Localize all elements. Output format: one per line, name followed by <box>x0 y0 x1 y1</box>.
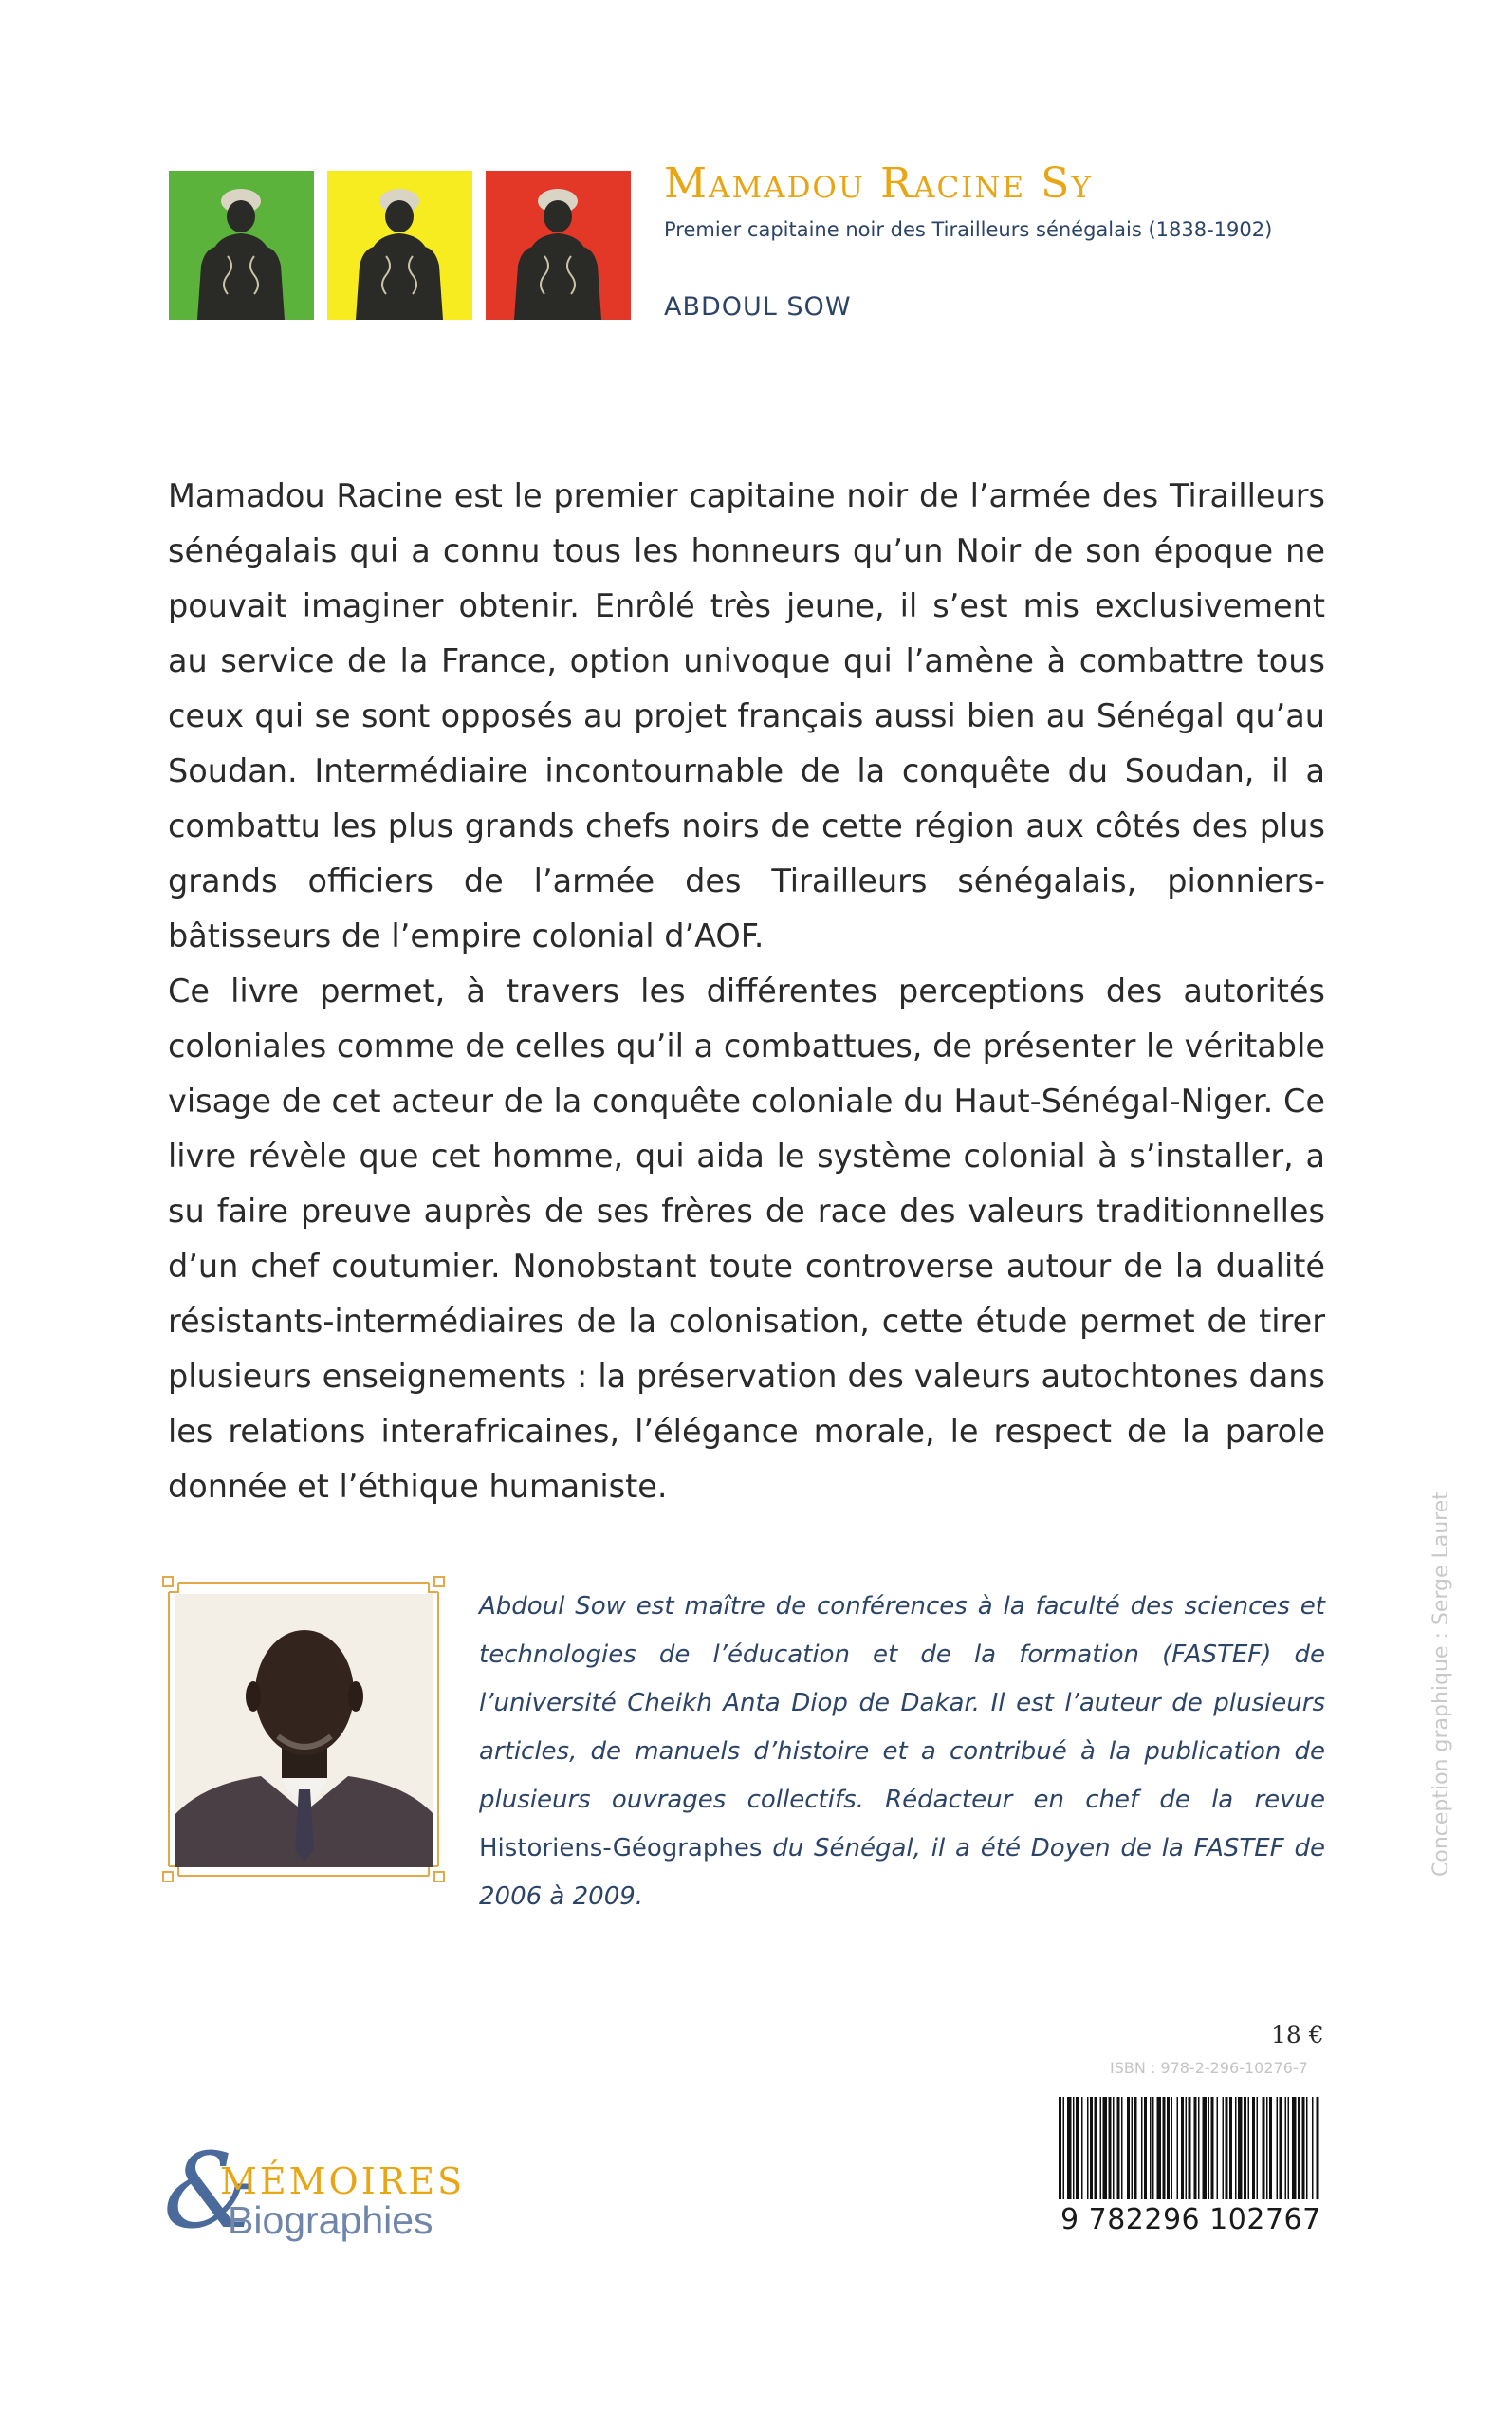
barcode-bar <box>1288 2097 1290 2199</box>
blurb-paragraph: Ce livre permet, à travers les différentes perceptions des autorités coloniales comme de celles qu’il a combattues, de présenter le véritable visage de cet acteur de la conquête coloniale du Haut-Sénégal-Niger. Ce livre révèle que cet homme, qui aida le système colonial à s’installer, a su faire preuve auprès de ses frères de race des valeurs traditionnelles d’un chef coutumier. Nonobstant toute controverse autour de la dualité résistants-intermédiaires de la colonisation, cette étude permet de tirer plusieurs enseignements : la préservation des valeurs autochtones dans les relations interafricaines, l’élégance morale, le respect de la parole donnée et l’éthique humaniste. <box>168 973 1325 1505</box>
barcode-bar <box>1144 2097 1147 2199</box>
barcode-bar <box>1067 2097 1072 2199</box>
barcode-bar <box>1248 2097 1250 2199</box>
barcode-bar <box>1157 2097 1162 2199</box>
design-credit: Conception graphique : Serge Lauret <box>1429 1492 1453 1877</box>
barcode-bar <box>1134 2097 1137 2199</box>
barcode-bar <box>1235 2097 1237 2199</box>
author-bio <box>479 1583 1325 1921</box>
barcode-bar <box>1109 2097 1112 2199</box>
barcode-bar <box>1150 2097 1152 2199</box>
barcode-bar <box>1127 2097 1130 2199</box>
barcode-bar <box>1198 2097 1200 2199</box>
cover-portrait-green <box>169 171 314 320</box>
barcode-bar <box>1285 2097 1287 2199</box>
ean-number: 9 782296 102767 <box>1060 2203 1321 2236</box>
barcode-bar <box>1223 2097 1225 2199</box>
barcode-bar <box>1266 2097 1268 2199</box>
journal-name: Historiens-Géographes <box>479 1834 763 1862</box>
cover-portrait-red <box>486 171 631 320</box>
barcode-bar <box>1171 2097 1173 2199</box>
barcode-bar <box>1317 2097 1319 2199</box>
barcode-bar <box>1117 2097 1120 2199</box>
back-cover-blurb <box>168 469 1325 1514</box>
barcode-bar <box>1263 2097 1265 2199</box>
series-logo-ampersand: & <box>163 2130 256 2251</box>
series-logo-memoires: MÉMOIRES <box>220 2160 466 2202</box>
barcode-bar <box>1186 2097 1188 2199</box>
barcode-bar <box>1217 2097 1219 2199</box>
blurb-paragraph: Mamadou Racine est le premier capitaine noir de l’armée des Tirailleurs sénégalais qui a connu tous les honneurs qu’un Noir de son époque ne pouvait imaginer obtenir. Enrôlé très jeune, il s’est mis exclusivement au service de la France, option univoque qui l’amène à combattre tous ceux qui se sont opposés au projet français aussi bien au Sénégal qu’au Soudan. Intermédiaire incontournable de la conquête du Soudan, il a combattu les plus grands chefs noirs de cette région aux côtés des plus grands officiers de l’armée des Tirailleurs sénégalais, pionniers-bâtisseurs de l’empire colonial d’AOF. <box>168 477 1325 954</box>
isbn: ISBN : 978-2-296-10276-7 <box>1110 2059 1308 2077</box>
barcode-bar <box>1208 2097 1210 2199</box>
cover-portrait-yellow <box>327 171 472 320</box>
barcode-bar <box>1277 2097 1279 2199</box>
author-name: ABDOUL SOW <box>664 292 852 322</box>
bio-text: du Sénégal, il a été Doyen de la FASTEF de 2006 à 2009. <box>479 1834 1325 1911</box>
book-subtitle: Premier capitaine noir des Tirailleurs sénégalais (1838-1902) <box>664 218 1273 241</box>
barcode <box>1055 2097 1320 2206</box>
price: 18 € <box>1271 2021 1324 2048</box>
barcode-bar <box>1076 2097 1079 2199</box>
barcode-bar <box>1121 2097 1123 2199</box>
barcode-bar <box>1211 2097 1214 2199</box>
barcode-bar <box>1269 2097 1272 2199</box>
barcode-bar <box>1103 2097 1108 2199</box>
barcode-bar <box>1244 2097 1246 2199</box>
barcode-bar <box>1194 2097 1197 2199</box>
series-logo-biographies: Biographies <box>228 2198 433 2242</box>
barcode-bar <box>1167 2097 1170 2199</box>
barcode-bar <box>1163 2097 1166 2199</box>
barcode-bar <box>1292 2097 1297 2199</box>
barcode-bar <box>1141 2097 1143 2199</box>
barcode-bar <box>1252 2097 1255 2199</box>
barcode-bar <box>1081 2097 1083 2199</box>
author-photo <box>175 1594 433 1867</box>
barcode-bar <box>1312 2097 1314 2199</box>
barcode-bar <box>1280 2097 1282 2199</box>
barcode-bar <box>1113 2097 1115 2199</box>
barcode-bar <box>1229 2097 1232 2199</box>
barcode-bar <box>1226 2097 1228 2199</box>
book-title: Mamadou Racine Sy <box>664 159 1093 208</box>
barcode-bar <box>1087 2097 1089 2199</box>
barcode-bar <box>1059 2097 1061 2199</box>
barcode-bar <box>1095 2097 1097 2199</box>
barcode-bar <box>1189 2097 1191 2199</box>
barcode-bar <box>1302 2097 1305 2199</box>
bio-text: Abdoul Sow est maître de conférences à la faculté des sciences et technologies de l’éducation et de la formation (FASTEF) de l’université Cheikh Anta Diop de Dakar. Il est l’auteur de plusieurs articles, de manuels d’histoire et a contribué à la publication de plusieurs ouvrages collectifs. Rédacteur en chef de la revue <box>479 1592 1325 1814</box>
barcode-bar <box>1177 2097 1179 2199</box>
barcode-bar <box>1257 2097 1259 2199</box>
barcode-bar <box>1203 2097 1208 2199</box>
barcode-bar <box>1090 2097 1093 2199</box>
barcode-bar <box>1152 2097 1154 2199</box>
barcode-bar <box>1100 2097 1102 2199</box>
barcode-bar <box>1132 2097 1134 2199</box>
barcode-bar <box>1073 2097 1075 2199</box>
barcode-bar <box>1238 2097 1243 2199</box>
barcode-bar <box>1063 2097 1065 2199</box>
barcode-bar <box>1306 2097 1308 2199</box>
barcode-bar <box>1181 2097 1184 2199</box>
barcode-bar <box>1298 2097 1300 2199</box>
